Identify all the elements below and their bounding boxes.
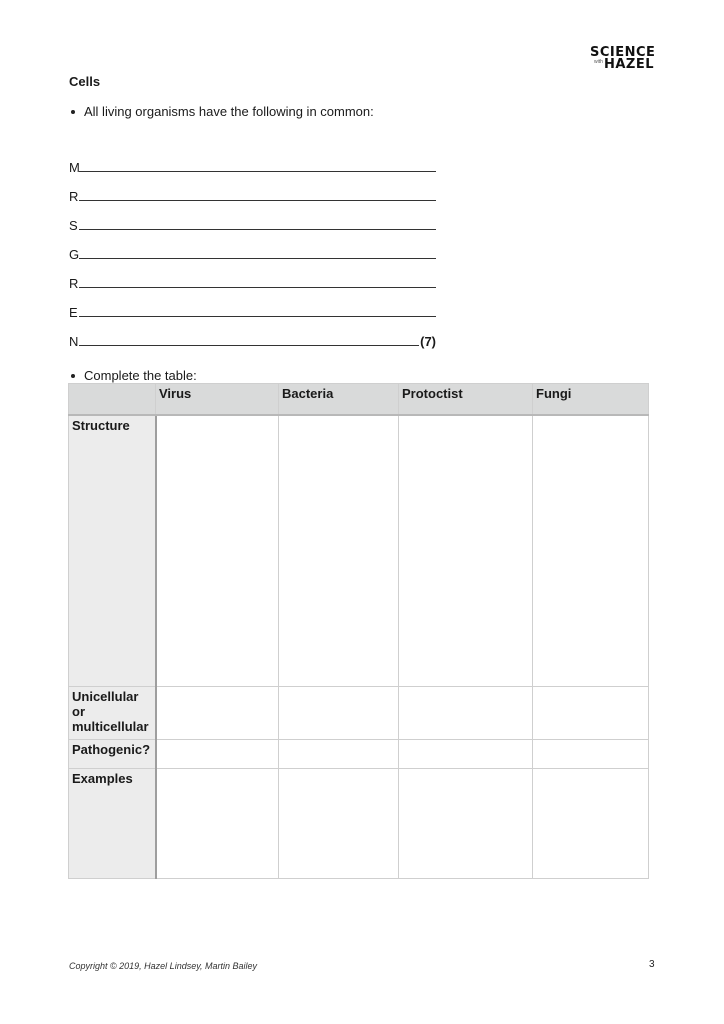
header-cell-bacteria: Bacteria <box>279 384 399 416</box>
answer-line[interactable] <box>69 233 436 262</box>
answer-cell[interactable] <box>533 739 649 768</box>
bullet-item <box>69 368 197 383</box>
header-cell-protoctist: Protoctist <box>399 384 533 416</box>
bullet-dot-icon <box>71 110 75 114</box>
row-label-unicellular: Unicellular or multicellular <box>69 686 156 739</box>
row-label-pathogenic: Pathogenic? <box>69 739 156 768</box>
answer-line[interactable] <box>69 262 436 291</box>
logo-line2: HAZEL <box>603 57 654 72</box>
answer-line[interactable] <box>69 320 436 349</box>
answer-cell[interactable] <box>399 739 533 768</box>
line-letter: S <box>69 218 78 233</box>
answer-cell[interactable] <box>156 686 279 739</box>
logo-line1: SCIENCE <box>590 45 656 60</box>
header-cell-fungi: Fungi <box>533 384 649 416</box>
line-rule <box>79 200 436 201</box>
line-letter: N <box>69 334 79 349</box>
line-letter: M <box>69 160 80 175</box>
answer-line[interactable] <box>69 291 436 320</box>
answer-line[interactable] <box>69 204 436 233</box>
answer-cell[interactable] <box>533 768 649 878</box>
answer-cell[interactable] <box>399 415 533 686</box>
bullet-dot-icon <box>71 374 75 378</box>
science-with-hazel-logo <box>590 46 654 71</box>
table-row <box>69 768 649 878</box>
line-rule <box>79 258 436 259</box>
line-rule <box>79 229 436 230</box>
line-rule <box>79 316 436 317</box>
table-header-row <box>69 384 649 416</box>
line-letter: R <box>69 189 79 204</box>
table-row <box>69 415 649 686</box>
answer-line[interactable] <box>69 175 436 204</box>
line-letter: E <box>69 305 78 320</box>
answer-cell[interactable] <box>279 686 399 739</box>
answer-cell[interactable] <box>399 768 533 878</box>
page-number: 3 <box>649 959 655 970</box>
line-letter: G <box>69 247 80 262</box>
answer-cell[interactable] <box>533 415 649 686</box>
classification-table <box>68 383 649 879</box>
section-title: Cells <box>69 74 101 89</box>
line-letter: R <box>69 276 79 291</box>
logo-with: with <box>594 59 603 65</box>
bullet-text: Complete the table: <box>84 368 197 383</box>
answer-cell[interactable] <box>156 739 279 768</box>
answer-cell[interactable] <box>156 415 279 686</box>
table-row <box>69 686 649 739</box>
bullet-item <box>69 104 374 119</box>
marks-label: (7) <box>420 334 436 349</box>
answer-cell[interactable] <box>279 739 399 768</box>
answer-cell[interactable] <box>279 768 399 878</box>
bullet-text: All living organisms have the following in common: <box>84 104 374 119</box>
answer-line[interactable] <box>69 146 436 175</box>
answer-cell[interactable] <box>279 415 399 686</box>
answer-cell[interactable] <box>399 686 533 739</box>
row-label-examples: Examples <box>69 768 156 878</box>
answer-lines <box>69 146 436 349</box>
header-cell-virus: Virus <box>156 384 279 416</box>
line-rule <box>79 345 419 346</box>
row-label-structure: Structure <box>69 415 156 686</box>
line-rule <box>79 287 436 288</box>
answer-cell[interactable] <box>156 768 279 878</box>
answer-cell[interactable] <box>533 686 649 739</box>
copyright-footer: Copyright © 2019, Hazel Lindsey, Martin Bailey <box>69 961 258 971</box>
table-row <box>69 739 649 768</box>
line-rule <box>79 171 436 172</box>
header-cell-blank <box>69 384 156 416</box>
